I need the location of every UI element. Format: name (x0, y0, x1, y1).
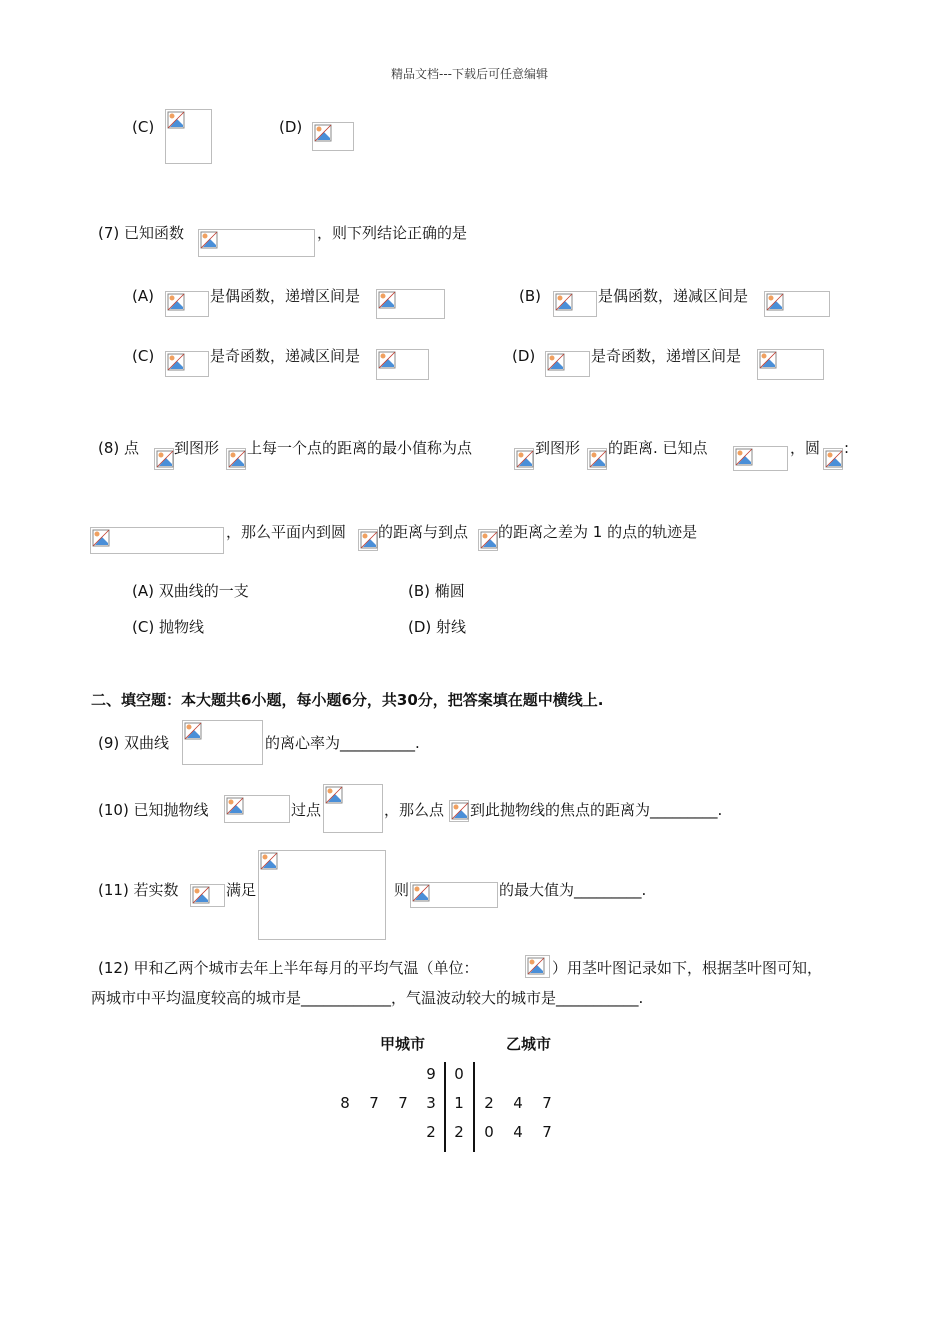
broken-image-icon (378, 291, 396, 309)
q8-s8: ，那么平面内到圆 (226, 523, 347, 541)
section-2-heading: 二、填空题：本大题共6小题，每小题6分，共30分，把答案填在题中横线上. (91, 691, 604, 709)
broken-image-icon (378, 351, 396, 369)
right-leaf: 4 (513, 1094, 523, 1112)
q6-option-d-image (312, 122, 354, 151)
q8-point-p-image-2 (514, 448, 534, 470)
q7-b-label: (B) (519, 287, 541, 305)
broken-image-icon (167, 353, 185, 371)
stem-value: 2 (454, 1123, 464, 1141)
stem-value: 1 (454, 1094, 464, 1112)
q7-function-image (198, 229, 315, 257)
q7-c-image-1 (165, 351, 209, 377)
q8-s10: 的距离之差为 1 的点的轨迹是 (498, 523, 698, 541)
q7-b-image-2 (764, 291, 830, 317)
broken-image-icon (156, 450, 174, 468)
q10-c: ，那么点 (384, 801, 445, 819)
broken-image-icon (547, 353, 565, 371)
q7-d-text: 是奇函数，递增区间是 (591, 347, 742, 365)
q7-c-label: (C) (132, 347, 155, 365)
broken-image-icon (759, 351, 777, 369)
right-leaf: 4 (513, 1123, 523, 1141)
q8-option-d: (D) 射线 (408, 618, 467, 636)
right-leaf: 0 (484, 1123, 494, 1141)
broken-image-icon (480, 531, 498, 549)
right-leaf: 7 (542, 1123, 552, 1141)
q11-objective-image (410, 882, 498, 908)
q8-s2: 到图形 (174, 439, 220, 457)
q9-b: 的离心率为__________. (265, 734, 420, 752)
q8-figure-m-image (226, 448, 246, 470)
broken-image-icon (735, 448, 753, 466)
q11-constraints-image (258, 850, 386, 940)
q8-s6: ，圆 (790, 439, 821, 457)
right-leaf: 2 (484, 1094, 494, 1112)
q8-point-a-image (733, 446, 788, 471)
q10-a: (10) 已知抛物线 (98, 801, 209, 819)
broken-image-icon (451, 802, 469, 820)
q8-point-p-image (154, 448, 174, 470)
broken-image-icon (228, 450, 246, 468)
q8-s4: 到图形 (535, 439, 581, 457)
q10-parabola-image (224, 795, 290, 823)
q10-point-p-image (449, 800, 469, 822)
q8-s7: : (844, 439, 850, 457)
broken-image-icon (192, 886, 210, 904)
q12-unit-image (525, 955, 550, 978)
q7-a-image-1 (165, 291, 209, 317)
broken-image-icon (184, 722, 202, 740)
left-leaf: 9 (426, 1065, 436, 1083)
left-leaf: 7 (369, 1094, 379, 1112)
q11-b: 满足 (226, 881, 257, 899)
stem-leaf-left-title: 甲城市 (380, 1035, 426, 1053)
broken-image-icon (260, 852, 278, 870)
left-leaf: 3 (426, 1094, 436, 1112)
q12-b: ）用茎叶图记录如下，根据茎叶图可知， (552, 959, 823, 977)
broken-image-icon (516, 450, 534, 468)
q10-point-image (323, 784, 383, 833)
broken-image-icon (314, 124, 332, 142)
broken-image-icon (325, 786, 343, 804)
broken-image-icon (589, 450, 607, 468)
broken-image-icon (360, 531, 378, 549)
q8-circle-c-image (823, 448, 843, 470)
q12-line2: 两城市中平均温度较高的城市是____________，气温波动较大的城市是___________. (91, 989, 644, 1007)
broken-image-icon (226, 797, 244, 815)
q6-option-c-label: (C) (132, 118, 155, 136)
broken-image-icon (412, 884, 430, 902)
stem-value: 0 (454, 1065, 464, 1083)
q7-d-image-1 (545, 351, 590, 377)
q11-a: (11) 若实数 (98, 881, 179, 899)
stem-divider-left (444, 1062, 446, 1152)
right-leaf: 7 (542, 1094, 552, 1112)
q7-a-image-2 (376, 289, 445, 319)
q8-option-b: (B) 椭圆 (408, 582, 465, 600)
broken-image-icon (527, 957, 545, 975)
q8-s9: 的距离与到点 (378, 523, 469, 541)
q8-circle-c-image-2 (358, 529, 378, 551)
q8-s3: 上每一个点的距离的最小值称为点 (247, 439, 473, 457)
q11-c: 则 (394, 881, 410, 899)
q12-a: (12) 甲和乙两个城市去年上半年每月的平均气温（单位： (98, 959, 479, 977)
q10-b: 过点 (291, 801, 322, 819)
q9-hyperbola-image (182, 720, 263, 765)
left-leaf: 7 (398, 1094, 408, 1112)
broken-image-icon (825, 450, 843, 468)
q8-option-c: (C) 抛物线 (132, 618, 204, 636)
q8-s1: (8) 点 (98, 439, 140, 457)
q7-a-text: 是偶函数，递增区间是 (210, 287, 361, 305)
q6-option-c-image (165, 109, 212, 164)
q7-b-image-1 (553, 291, 597, 317)
q11-variables-image (190, 884, 225, 907)
left-leaf: 8 (340, 1094, 350, 1112)
q8-option-a: (A) 双曲线的一支 (132, 582, 249, 600)
broken-image-icon (92, 529, 110, 547)
q7-a-label: (A) (132, 287, 154, 305)
broken-image-icon (555, 293, 573, 311)
stem-leaf-right-title: 乙城市 (506, 1035, 552, 1053)
q8-circle-equation-image (90, 527, 224, 554)
q7-stem-b: ，则下列结论正确的是 (317, 224, 468, 242)
q8-s5: 的距离. 已知点 (608, 439, 708, 457)
q7-stem-a: (7) 已知函数 (98, 224, 185, 242)
q8-point-a-image-2 (478, 529, 498, 551)
broken-image-icon (167, 111, 185, 129)
broken-image-icon (200, 231, 218, 249)
stem-divider-right (473, 1062, 475, 1152)
left-leaf: 2 (426, 1123, 436, 1141)
q11-d: 的最大值为_________. (499, 881, 647, 899)
q7-b-text: 是偶函数，递减区间是 (598, 287, 749, 305)
q8-figure-m-image-2 (587, 448, 607, 470)
broken-image-icon (167, 293, 185, 311)
q6-option-d-label: (D) (279, 118, 303, 136)
q9-a: (9) 双曲线 (98, 734, 170, 752)
q7-c-image-2 (376, 349, 429, 380)
q7-d-label: (D) (512, 347, 536, 365)
q7-c-text: 是奇函数，递减区间是 (210, 347, 361, 365)
q10-d: 到此抛物线的焦点的距离为_________. (470, 801, 723, 819)
broken-image-icon (766, 293, 784, 311)
page-header: 精品文档---下载后可任意编辑 (391, 67, 548, 81)
q7-d-image-2 (757, 349, 824, 380)
